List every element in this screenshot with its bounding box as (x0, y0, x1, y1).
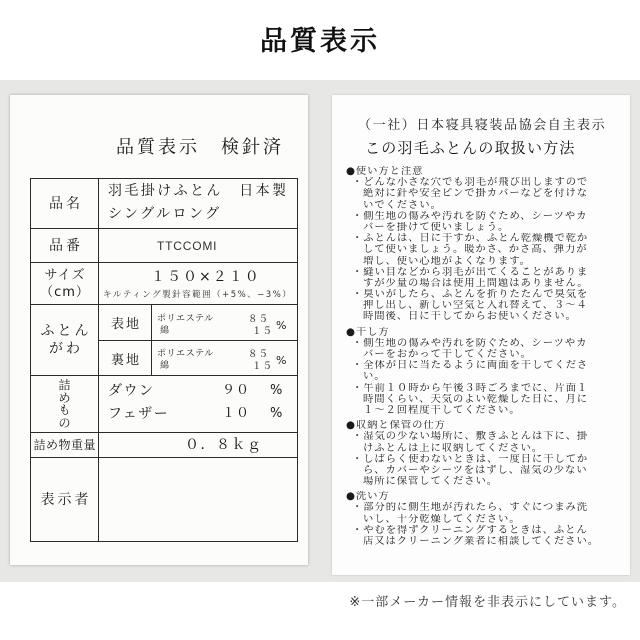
care-instruction-line: ・ふとんは、日に干すか、ふとん乾燥機で乾か (352, 233, 589, 245)
care-instruction-line: ・臭いがしたら、ふとんを折りたたんで臭気を (352, 289, 589, 301)
product-name-label-cell (31, 179, 99, 228)
care-instructions (332, 166, 630, 547)
labeler-label: 表示者 (40, 491, 92, 508)
filling-label-char: め (58, 390, 71, 405)
row-filling-weight (31, 432, 297, 457)
product-number-value: TTCCOMI (157, 239, 218, 253)
product-number-value-cell (99, 229, 297, 262)
material-name: 綿 (160, 361, 170, 371)
care-instruction-line: 場所に保管してください。 (363, 476, 498, 488)
care-label-title: この羽毛ふとんの取扱い方法 (365, 139, 576, 157)
shell-fabric-value-cell (99, 305, 297, 375)
percent-unit: % (276, 354, 287, 367)
percent-unit: % (276, 319, 287, 332)
product-name-line: シングルロング (108, 206, 222, 222)
care-instruction-line: ・部分的に側生地が汚れたら、すぐにつまみ洗 (352, 502, 588, 514)
filling-percent: １０ (222, 406, 251, 421)
material-percent: １５ (252, 326, 274, 337)
row-product-number (31, 228, 297, 262)
row-filling (31, 375, 297, 432)
inner-fabric-row (99, 340, 297, 375)
material-name: 綿 (160, 326, 170, 336)
size-label-cell (31, 263, 99, 304)
care-instruction-line: ・湿気の少ない場所に、敷きふとんは下に、掛 (352, 431, 589, 443)
shell-fabric-label: ふとん (40, 323, 92, 339)
care-instruction-line: １～２回程度干してください。 (363, 404, 521, 416)
product-number-label: 品番 (49, 237, 83, 254)
care-label (332, 95, 630, 575)
care-instruction-line: すが少量の場合は使用上問題はありません。 (363, 277, 589, 289)
shell-fabric-label-cell (31, 305, 99, 375)
care-section-heading: ●収納と保管の仕方 (346, 420, 446, 432)
care-instruction-line: バーを掛けて使いましょう。 (363, 221, 510, 233)
page-title: 品質表示 (260, 26, 380, 57)
outer-fabric-label: 表地 (99, 305, 152, 340)
care-instruction-line: バーをおかって干してください。 (363, 349, 532, 360)
care-instruction-line: ・どんな小さな穴でも羽毛が飛び出しますので (352, 177, 589, 189)
percent-unit: % (270, 406, 283, 421)
labeler-value-cell (99, 458, 297, 541)
filling-weight-value: ０．８ｋｇ (185, 437, 263, 453)
percent-unit: % (270, 383, 283, 398)
filling-name: フェザー (108, 406, 170, 422)
filling-weight-value-cell (99, 433, 297, 457)
filling-name: ダウン (108, 383, 155, 399)
care-label-issuer: （一社）日本寝具寝装品協会自主表示 (358, 118, 607, 133)
row-size (31, 262, 297, 304)
labeler-label-cell (31, 458, 99, 541)
product-name-value-cell (99, 179, 297, 228)
size-tolerance-note: キルティング製針容範囲（+5%、−3%） (103, 290, 293, 300)
care-instruction-line: いでください。 (363, 199, 442, 211)
row-labeler (31, 457, 297, 541)
care-instruction-line: ら、カバーやシーツをはずし、湿気の少ない (363, 464, 588, 476)
filling-label-char: も (58, 403, 71, 417)
care-instruction-line: ・全体が日に当たるように両面を干してくださ (352, 360, 589, 372)
inner-fabric-label: 裏地 (99, 341, 152, 375)
quality-table (30, 178, 298, 542)
care-instruction-line: ・側生地の傷みや汚れを防ぐため、シーツやカ (352, 210, 588, 222)
care-instruction-line: 絶対に針や安全ピンで掛カバーなどを付けな (363, 188, 588, 200)
product-number-label-cell (31, 229, 99, 262)
filling-weight-label-cell (31, 433, 99, 457)
filling-weight-label: 詰め物重量 (33, 438, 96, 452)
size-unit-label: （cm） (40, 284, 90, 300)
care-instruction-line: いし、十分乾燥してください。 (363, 513, 521, 525)
care-instruction-line: ・午前１０時から午後３時ごろまでに、片面１ (352, 382, 589, 394)
filling-label-char: の (58, 415, 71, 430)
filling-label-cell (31, 376, 99, 432)
care-instruction-line: ・側生地の傷みや汚れを防ぐため、シーツやカ (352, 337, 588, 349)
material-name: ポリエステル (157, 314, 214, 324)
care-instruction-line: い。 (363, 371, 386, 383)
filling-percent: ９０ (222, 383, 251, 398)
size-value-cell (99, 263, 297, 304)
row-shell-fabric (31, 304, 297, 375)
footer-note: ※一部メーカー情報を非表示にしています。 (349, 595, 626, 610)
care-instruction-line: ・やむを得ずクリーニングするときは、ふとん (352, 524, 588, 536)
care-instruction-line: ・縫い目などから羽毛が出てくることがありま (352, 266, 589, 278)
filling-value-cell (99, 376, 297, 432)
size-value: １５０×２１０ (151, 269, 261, 285)
row-product-name (31, 179, 297, 228)
care-instruction-line: 押し出し、新しい空気と入れ替えて、３～４ (363, 300, 588, 312)
care-section-heading: ●洗い方 (346, 491, 390, 503)
care-instruction-line: 時間くらい、天気のよい乾燥した日に、月に (363, 393, 588, 405)
product-name-line: 羽毛掛けふとん 日本製 (108, 183, 289, 199)
care-instruction-line: けふとんは上に収納してください。 (363, 442, 543, 454)
material-name: ポリエステル (157, 349, 214, 359)
product-name-label: 品名 (49, 195, 83, 212)
care-instruction-line: して使いましょう。暖かさ、かさ高、弾力が (363, 244, 588, 256)
material-percent: ８５ (248, 314, 270, 325)
care-instruction-line: 店又はクリーニング業者に相談してください。 (363, 536, 599, 547)
quality-label (10, 95, 308, 565)
size-label: サイズ (44, 267, 86, 283)
care-section-heading: ●干し方 (346, 326, 390, 338)
quality-label-heading: 品質表示 検針済 (116, 137, 284, 158)
care-instruction-line: 増し、使い心地がよくなります。 (363, 255, 531, 267)
filling-label-char: 詰 (58, 378, 71, 392)
outer-fabric-row (99, 305, 297, 340)
material-percent: １５ (252, 361, 274, 372)
shell-fabric-label: がわ (49, 341, 83, 357)
material-percent: ８５ (248, 349, 270, 360)
care-instruction-line: 時間後、日に干してからお使いください。 (363, 311, 577, 323)
care-instruction-line: ・しばらく使わないときは、一度日に干してか (352, 453, 589, 465)
care-section-heading: ●使い方と注意 (346, 166, 424, 177)
